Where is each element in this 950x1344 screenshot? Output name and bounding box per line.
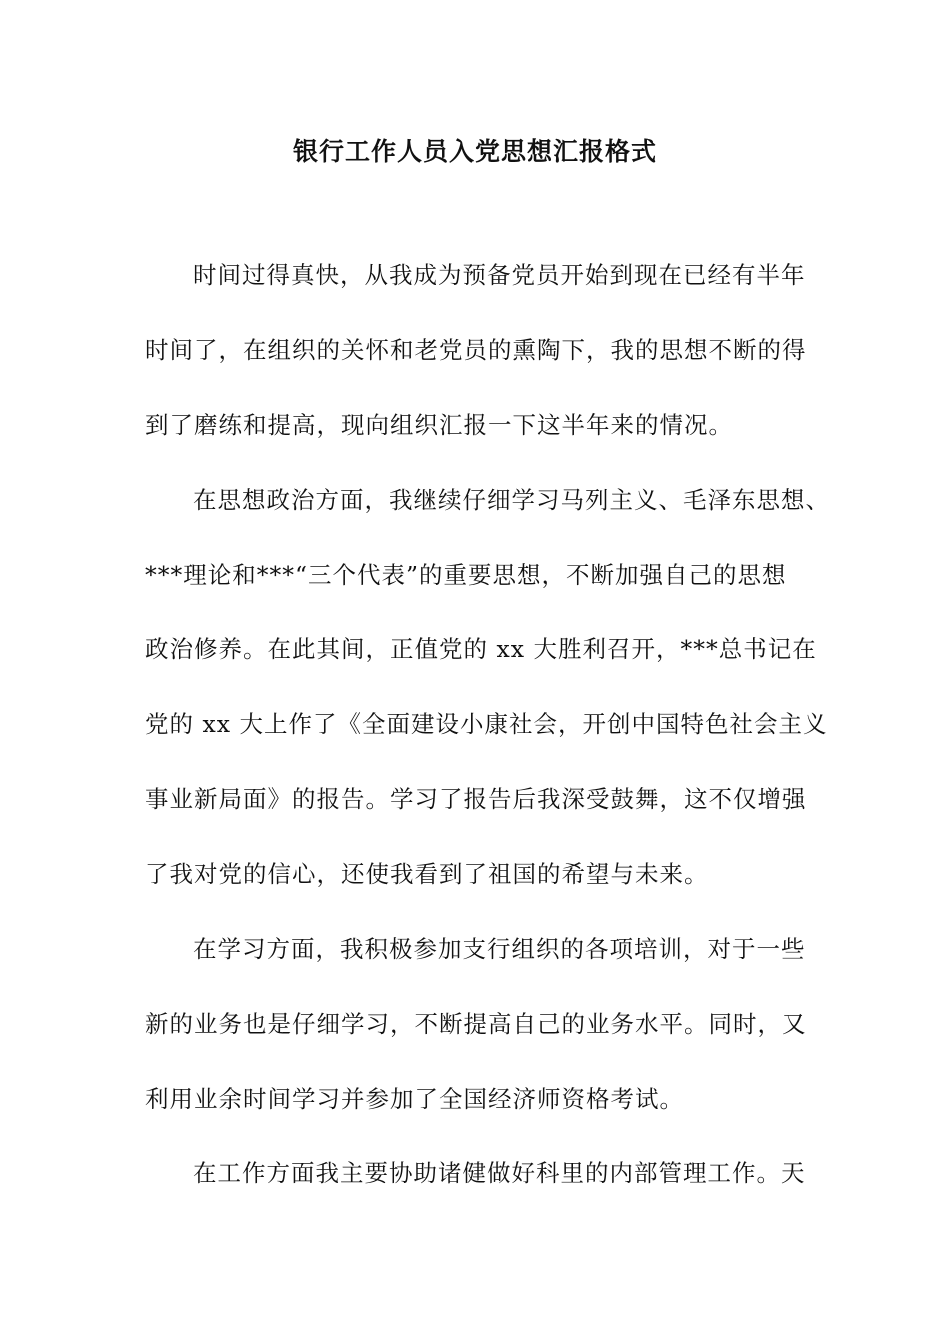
paragraph-1-line-1: 时间过得真快，从我成为预备党员开始到现在已经有半年 — [193, 261, 806, 289]
paragraph-2-line-1: 在思想政治方面，我继续仔细学习马列主义、毛泽东思想、 — [193, 486, 830, 514]
paragraph-4-line-1: 在工作方面我主要协助诸健做好科里的内部管理工作。天 — [193, 1159, 806, 1187]
paragraph-1-line-3: 到了磨练和提高，现向组织汇报一下这半年来的情况。 — [145, 411, 733, 439]
paragraph-2-line-3: 政治修养。在此其间，正值党的 xx 大胜利召开，***总书记在 — [145, 635, 817, 663]
paragraph-2-line-2: ***理论和***“三个代表”的重要思想，不断加强自己的思想 — [145, 561, 787, 589]
paragraph-2-line-4: 党的 xx 大上作了《全面建设小康社会，开创中国特色社会主义 — [145, 710, 828, 738]
paragraph-3-line-3: 利用业余时间学习并参加了全国经济师资格考试。 — [145, 1085, 684, 1113]
document-title: 银行工作人员入党思想汇报格式 — [292, 137, 657, 166]
paragraph-3-line-1: 在学习方面，我积极参加支行组织的各项培训，对于一些 — [193, 935, 806, 963]
paragraph-2-line-6: 了我对党的信心，还使我看到了祖国的希望与未来。 — [145, 860, 709, 888]
paragraph-1-line-2: 时间了，在组织的关怀和老党员的熏陶下，我的思想不断的得 — [145, 336, 807, 364]
paragraph-3-line-2: 新的业务也是仔细学习，不断提高自己的业务水平。同时，又 — [145, 1010, 807, 1038]
paragraph-2-line-5: 事业新局面》的报告。学习了报告后我深受鼓舞，这不仅增强 — [145, 785, 807, 813]
